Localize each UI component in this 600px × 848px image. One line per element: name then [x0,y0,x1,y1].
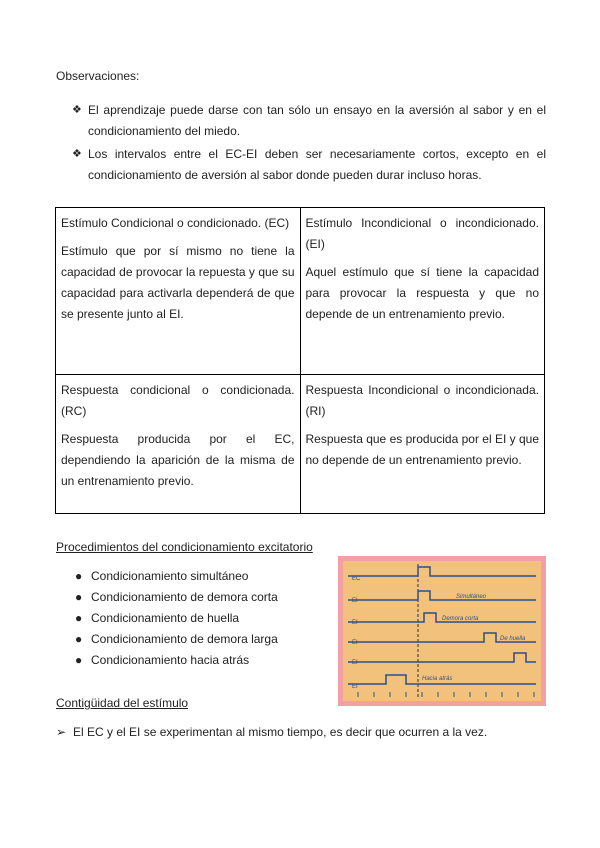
observations-list [56,100,546,188]
procedure-text: Condicionamiento simultáneo [91,569,249,583]
cell-title: Estímulo Condicional o condicionado. (EC) [61,216,290,230]
procedure-text: Condicionamiento de huella [91,611,240,625]
row-label: EI [352,684,358,690]
list-item [56,650,278,671]
cell-text: Estímulo que por sí mismo no tiene la capacidad de provocar la repuesta y que su capacidad para activarla dependerá de que se presente junto al EI. [61,244,295,321]
row-label: EC [352,576,361,582]
bullet-icon: ● [75,590,83,604]
table-cell-ei [300,208,545,375]
bullet-icon: ● [75,611,83,625]
cell-title: Respuesta condicional o condicionada. (RC) [61,383,295,418]
caption-short-delay: Demora corta [442,616,479,622]
observations-title: Observaciones: [56,69,140,83]
procedures-list [56,566,278,671]
procedures-title: Procedimientos del condicionamiento excitatorio [56,540,313,554]
conditioning-timing-diagram [338,556,546,706]
caption-trace: De huella [500,636,526,642]
caption-backward: Hacia atrás [422,676,453,682]
table-cell-ri [300,375,545,514]
table-cell-rc [56,375,301,514]
list-item [56,144,546,186]
observation-text: El aprendizaje puede darse con tan sólo un ensayo en la aversión al sabor y en el condicionamiento del miedo. [88,103,546,138]
procedure-text: Condicionamiento de demora larga [91,632,278,646]
row-label: EI [352,660,358,666]
list-item [56,722,487,743]
diamond-bullet-icon: ❖ [72,104,82,116]
cell-title: Estímulo Incondicional o incondicionado. (EI) [305,216,539,251]
arrow-bullet-icon: ➢ [56,725,67,739]
list-item [56,100,546,142]
definitions-table [55,207,545,514]
bullet-icon: ● [75,632,83,646]
cell-title: Respuesta Incondicional o incondicionada. (RI) [305,383,539,418]
table-cell-ec [56,208,301,375]
diamond-bullet-icon: ❖ [72,148,82,160]
cell-text: Aquel estímulo que sí tiene la capacidad para provocar la respuesta y que no depende de un entrenamiento previo. [305,265,539,321]
bullet-icon: ● [75,569,83,583]
cell-text: Respuesta producida por el EC, dependiendo la aparición de la misma de un entrenamiento previo. [61,432,295,488]
list-item [56,587,278,608]
procedure-text: Condicionamiento de demora corta [91,590,278,604]
contiguity-title: Contigüidad del estímulo [56,696,189,710]
row-label: EI [352,620,358,626]
procedure-text: Condicionamiento hacia atrás [91,653,250,667]
list-item [56,566,278,587]
caption-simultaneous: Simultáneo [456,594,487,600]
list-item [56,608,278,629]
bullet-icon: ● [75,653,83,667]
contiguity-text: El EC y el EI se experimentan al mismo tiempo, es decir que ocurren a la vez. [73,725,488,739]
cell-text: Respuesta que es producida por el EI y que no depende de un entrenamiento previo. [305,432,539,467]
row-label: EI [352,598,358,604]
list-item [56,629,278,650]
observation-text: Los intervalos entre el EC-EI deben ser necesariamente cortos, excepto en el condicionamiento de aversión al sabor donde pueden durar incluso horas. [88,147,546,182]
row-label: EI [352,640,358,646]
